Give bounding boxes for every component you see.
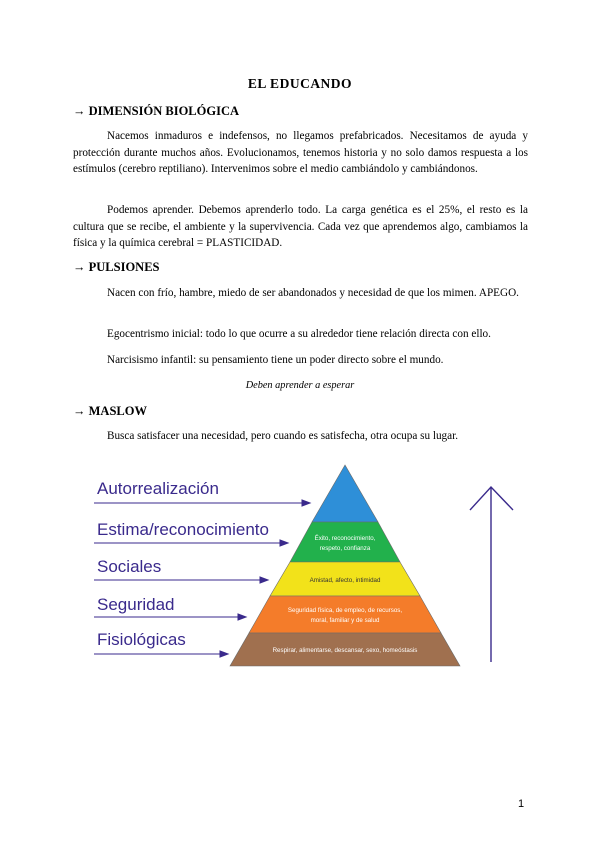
heading-text: DIMENSIÓN BIOLÓGICA bbox=[88, 104, 239, 118]
arrowhead-icon bbox=[302, 500, 310, 506]
tier-autorrealizacion bbox=[312, 465, 378, 522]
paragraph-biologica-2: Podemos aprender. Debemos aprenderlo todo. La carga genética es el 25%, el resto es la cultura que se recibe, el ambiente y la supervivencia. Cada vez que aprendemos algo, cambiamos la física y la química cerebral = PLASTICIDAD. bbox=[73, 204, 528, 249]
arrow-icon: → bbox=[73, 260, 86, 274]
paragraph-pulsiones-3: Narcisismo infantil: su pensamiento tiene un poder directo sobre el mundo. bbox=[107, 354, 444, 366]
paragraph-pulsiones-2: Egocentrismo inicial: todo lo que ocurre a su alrededor tiene relación directa con ello. bbox=[107, 328, 491, 340]
heading-text: MASLOW bbox=[88, 404, 147, 418]
paragraph-pulsiones-1: Nacen con frío, hambre, miedo de ser abandonados y necesidad de que los mimen. APEGO. bbox=[107, 287, 519, 299]
arrowhead-icon bbox=[238, 614, 246, 620]
paragraph-biologica-1: Nacemos inmaduros e indefensos, no llegamos prefabricados. Necesitamos de ayuda y protección durante muchos años. Evolucionamos, tenemos historia y no solo damos respuesta a los estímulos (cerebro reptiliano). Intervenimos sobre el medio cambiándolo y cambiándonos. bbox=[73, 130, 528, 175]
tier-seguridad-detail-2: moral, familiar y de salud bbox=[310, 617, 380, 624]
page-title: EL EDUCANDO bbox=[247, 76, 353, 91]
up-arrow-icon bbox=[470, 487, 513, 662]
tier-estima-detail-2: respeto, confianza bbox=[319, 545, 371, 552]
tier-fisiologicas-detail: Respirar, alimentarse, descansar, sexo, homeóstasis bbox=[272, 647, 418, 654]
paragraph-maslow-1: Busca satisfacer una necesidad, pero cuando es satisfecha, otra ocupa su lugar. bbox=[107, 430, 459, 442]
tier-estima-detail-1: Éxito, reconocimiento, bbox=[314, 535, 376, 542]
italic-note: Deben aprender a esperar bbox=[245, 380, 355, 391]
tier-seguridad-detail-1: Seguridad física, de empleo, de recursos, bbox=[287, 607, 403, 614]
label-fisiologicas: Fisiológicas bbox=[97, 630, 186, 649]
label-seguridad: Seguridad bbox=[97, 595, 175, 614]
label-sociales: Sociales bbox=[97, 557, 162, 576]
tier-estima bbox=[290, 522, 400, 562]
tier-seguridad bbox=[249, 596, 441, 633]
heading-text: PULSIONES bbox=[88, 260, 160, 274]
tier-sociales-detail: Amistad, afecto, intimidad bbox=[309, 577, 381, 584]
arrow-icon: → bbox=[73, 104, 86, 118]
label-estima: Estima/reconocimiento bbox=[97, 520, 269, 539]
arrowhead-icon bbox=[280, 540, 288, 546]
label-autorrealizacion: Autorrealización bbox=[97, 479, 219, 498]
arrowhead-icon bbox=[220, 651, 228, 657]
arrow-icon: → bbox=[73, 404, 86, 418]
arrowhead-icon bbox=[260, 577, 268, 583]
page-number: 1 bbox=[518, 798, 525, 810]
